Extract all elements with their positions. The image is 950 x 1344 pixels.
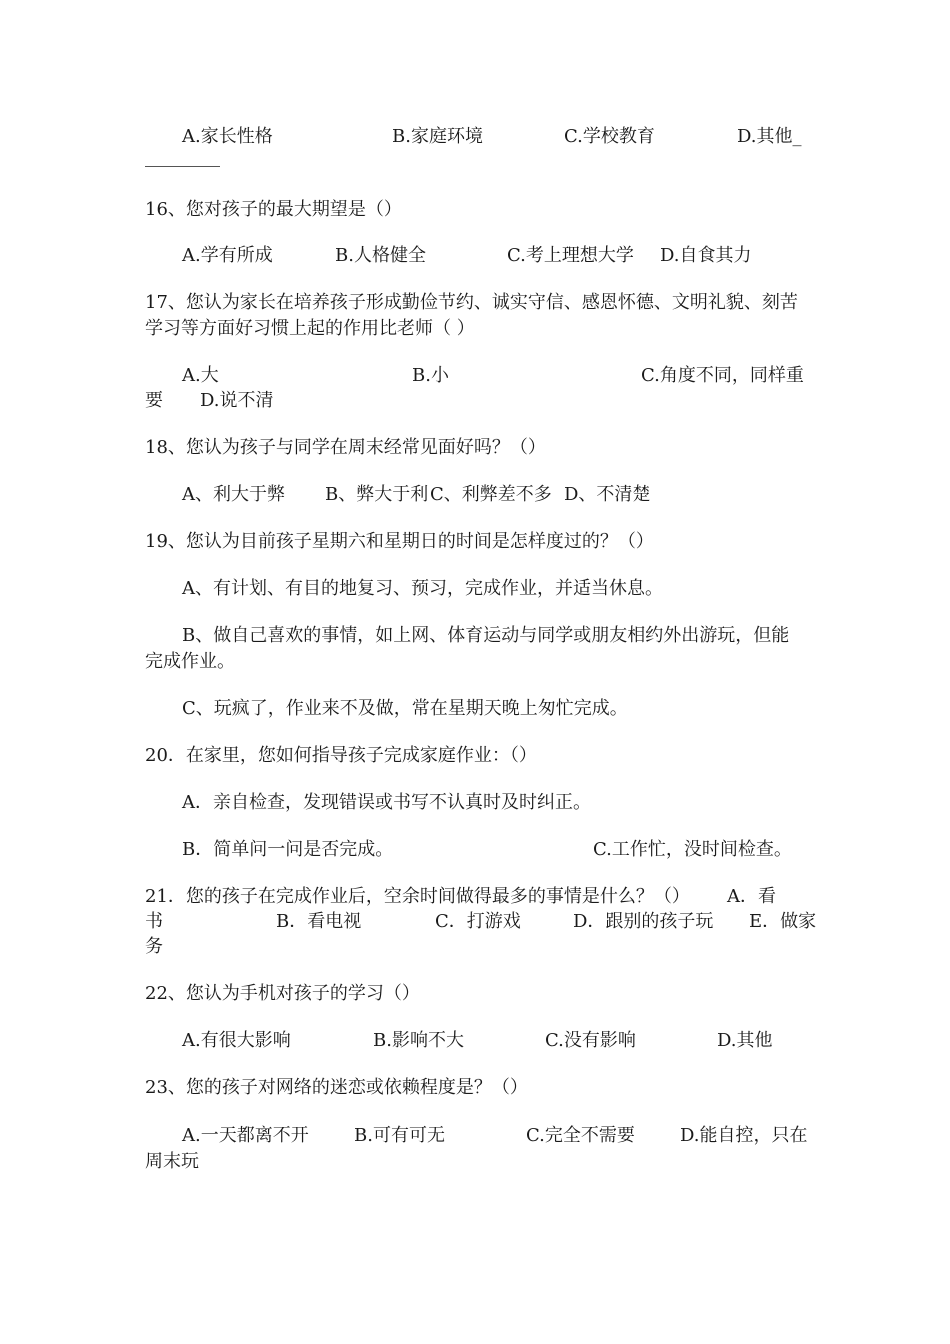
q22-option-c: C.没有影响 [545, 1030, 636, 1051]
q21-option-a-wrap: 书 [145, 911, 163, 932]
fill-in-blank-line [145, 166, 220, 167]
q20-question: 20．在家里，您如何指导孩子完成家庭作业：（） [145, 745, 537, 766]
q21-option-d: D．跟别的孩子玩 [573, 911, 714, 932]
q16-option-b: B.人格健全 [335, 245, 426, 266]
q17-option-c-wrap: 要 [145, 390, 163, 411]
q19-question: 19、您认为目前孩子星期六和星期日的时间是怎样度过的？（） [145, 531, 654, 552]
q16-option-c: C.考上理想大学 [507, 245, 634, 266]
q21-option-c: C．打游戏 [435, 911, 521, 932]
q19-option-c: C、玩疯了，作业来不及做，常在星期天晚上匆忙完成。 [182, 698, 628, 719]
q19-option-b-line2: 完成作业。 [145, 651, 235, 672]
q23-option-d: D.能自控，只在 [680, 1125, 808, 1146]
q23-option-a: A.一天都离不开 [182, 1125, 309, 1146]
q18-option-d: D、不清楚 [564, 484, 651, 505]
q18-option-b: B、弊大于利 [325, 484, 429, 505]
q19-option-b-line1: B、做自己喜欢的事情，如上网、体育运动与同学或朋友相约外出游玩，但能 [182, 625, 790, 646]
q18-option-a: A、利大于弊 [182, 484, 285, 505]
q20-option-a: A．亲自检查，发现错误或书写不认真时及时纠正。 [182, 792, 591, 813]
q22-question: 22、您认为手机对孩子的学习（） [145, 983, 420, 1004]
q23-option-c: C.完全不需要 [526, 1125, 635, 1146]
q17-question-line1: 17、您认为家长在培养孩子形成勤俭节约、诚实守信、感恩怀德、文明礼貌、刻苦 [145, 292, 798, 313]
q17-option-c: C.角度不同，同样重 [641, 365, 804, 386]
q23-question: 23、您的孩子对网络的迷恋或依赖程度是？（） [145, 1077, 528, 1098]
q17-question-line2: 学习等方面好习惯上起的作用比老师（ ） [145, 318, 475, 339]
q15-option-c: C.学校教育 [564, 126, 655, 147]
q17-option-b: B.小 [412, 365, 449, 386]
q21-question: 21．您的孩子在完成作业后，空余时间做得最多的事情是什么？（） [145, 886, 690, 907]
q16-option-d: D.自食其力 [660, 245, 752, 266]
q23-option-d-wrap: 周末玩 [145, 1151, 199, 1172]
q23-option-b: B.可有可无 [354, 1125, 445, 1146]
q18-option-c: C、利弊差不多 [430, 484, 552, 505]
q21-option-e: E．做家 [749, 911, 817, 932]
q21-option-a: A．看 [727, 886, 776, 907]
q15-option-b: B.家庭环境 [392, 126, 483, 147]
q16-question: 16、您对孩子的最大期望是（） [145, 199, 402, 220]
q21-option-e-wrap: 务 [145, 936, 163, 957]
q21-option-b: B．看电视 [276, 911, 362, 932]
q22-option-a: A.有很大影响 [182, 1030, 291, 1051]
q18-question: 18、您认为孩子与同学在周末经常见面好吗？（） [145, 437, 546, 458]
q19-option-a: A、有计划、有目的地复习、预习，完成作业，并适当休息。 [182, 578, 663, 599]
q22-option-d: D.其他 [717, 1030, 773, 1051]
q17-option-a: A.大 [182, 365, 219, 386]
q22-option-b: B.影响不大 [373, 1030, 464, 1051]
q15-option-d: D.其他_ [737, 126, 802, 147]
q16-option-a: A.学有所成 [182, 245, 273, 266]
q20-option-c: C.工作忙，没时间检查。 [593, 839, 792, 860]
q15-option-a: A.家长性格 [182, 126, 273, 147]
q20-option-b: B．简单问一问是否完成。 [182, 839, 394, 860]
q17-option-d: D.说不清 [200, 390, 274, 411]
